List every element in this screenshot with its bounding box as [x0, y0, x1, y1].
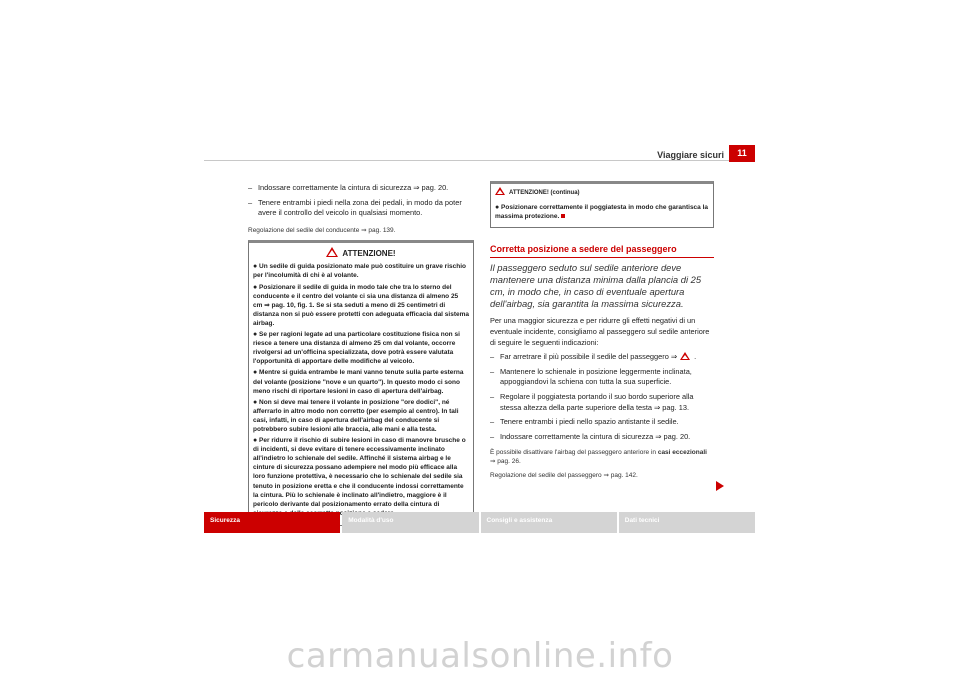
right-column: [490, 183, 714, 485]
tab-modalita-uso[interactable]: Modalità d'uso: [342, 512, 478, 533]
warning-item: ● Non si deve mai tenere il volante in posizione "ore dodici", né afferrarlo in altro modo non corretto (per esempio al centro). In tali casi, infatti, in caso di apertura dell'airbag del conducente si potrebbero subire lesioni alle braccia, alle mani e alla testa.: [253, 398, 459, 433]
section-title: Corretta posizione a sedere del passeggero: [490, 244, 714, 259]
warning-box: [248, 240, 474, 526]
left-column: [248, 183, 474, 526]
warning-item: ● Un sedile di guida posizionato male può costituire un grave rischio per l'incolumità di chi è al volante.: [253, 263, 466, 280]
warning-continued-box: [490, 181, 714, 228]
warning-triangle-icon: [326, 247, 338, 257]
watermark: carmanualsonline.info: [286, 636, 674, 676]
warning-item: ● Posizionare il sedile di guida in modo tale che tra lo sterno del conducente e il centro del volante ci sia una distanza di almeno 25 cm ⇒ pag. 10, fig. 1. Se si sta seduti a meno di 25 centimetri di distanza non si può essere protetti con adeguata efficacia dal sistema airbag.: [253, 283, 470, 327]
end-marker-icon: [561, 214, 565, 218]
warning-triangle-icon: [495, 187, 505, 195]
list-item: – Far arretrare il più possibile il sedile del passeggero ⇒ .: [490, 352, 697, 362]
warning-continued-title: ATTENZIONE! (continua): [495, 187, 709, 199]
passenger-seat-note: Regolazione del sedile del passeggero ⇒ pag. 142.: [490, 472, 638, 480]
warning-triangle-icon: [680, 352, 690, 360]
warning-item: ● Mentre si guida entrambe le mani vanno tenute sulla parte esterna del volante (posizione "nove e un quarto"). In questo modo ci sono meno rischi di riportare lesioni in caso di apertura dell'airbag.: [253, 369, 464, 395]
list-item: – Tenere entrambi i piedi nella zona dei pedali, in modo da poter avere il controllo del veicolo in qualsiasi momento.: [248, 197, 462, 218]
list-item: – Indossare correttamente la cintura di sicurezza ⇒ pag. 20.: [248, 183, 449, 192]
warning-item: ● Se per ragioni legate ad una particolare costituzione fisica non si riesce a tenere una distanza di almeno 25 cm dal volante, occorre rivolgersi ad un'officina specializzata, dove potrà essere valutata l'opportunità di apportare delle modifiche al veicolo.: [253, 331, 460, 366]
list-item: – Indossare correttamente la cintura di sicurezza ⇒ pag. 20.: [490, 431, 691, 441]
page-header-title: Viaggiare sicuri: [657, 150, 724, 160]
warning-title: ATTENZIONE!: [253, 247, 469, 260]
footer-tabs: [204, 512, 755, 533]
warning-item: ● Per ridurre il rischio di subire lesioni in caso di manovre brusche o di incidenti, si deve evitare di tenere eccessivamente inclinato all'indietro lo schienale del sedile. Affinché il sistema airbag e le cinture di sicurezza possano adempiere nel modo più efficace alla loro funzione protettiva, è necessario che lo schienale del sedile sia tenuto in posizione eretta e che il conducente indossi correttamente la cintura. Più lo schienale è inclinato all'indietro, maggiore è il pericolo derivante dal posizionamento errato della cintura di: [253, 437, 466, 508]
page-number: 11: [729, 145, 755, 162]
tab-consigli-assistenza[interactable]: Consigli e assistenza: [481, 512, 617, 533]
list-item: – Tenere entrambi i piedi nello spazio antistante il sedile.: [490, 417, 679, 427]
body-text: Per una maggior sicurezza e per ridurre gli effetti negativi di un eventuale incidente, consigliamo al passeggero sul sedile anteriore di seguire le seguenti indicazioni:: [490, 316, 710, 347]
list-item: – Mantenere lo schienale in posizione leggermente inclinata, appoggiandovi la schiena con tutta la sua superficie.: [490, 366, 692, 387]
continue-arrow-icon: [716, 481, 724, 491]
header-rule: [204, 160, 729, 161]
tab-dati-tecnici[interactable]: Dati tecnici: [619, 512, 755, 533]
warning-item: ● Posizionare correttamente il poggiatesta in modo che garantisca la massima protezione.: [495, 203, 709, 220]
tab-sicurezza[interactable]: Sicurezza: [204, 512, 340, 533]
seat-adjust-note: Regolazione del sedile del conducente ⇒ pag. 139.: [248, 226, 396, 234]
airbag-note: È possibile disattivare l'airbag del passeggero anteriore in casi eccezionali ⇒ pag. 26.: [490, 449, 707, 466]
section-intro: Il passeggero seduto sul sedile anteriore deve mantenere una distanza minima dalla plancia di 25 cm, in modo che, in caso di eventuale apertura dell'airbag, sia garantita la massima sicurezza.: [490, 262, 702, 310]
list-item: – Regolare il poggiatesta portando il suo bordo superiore alla stessa altezza della parte superiore della testa ⇒ pag. 13.: [490, 391, 694, 412]
